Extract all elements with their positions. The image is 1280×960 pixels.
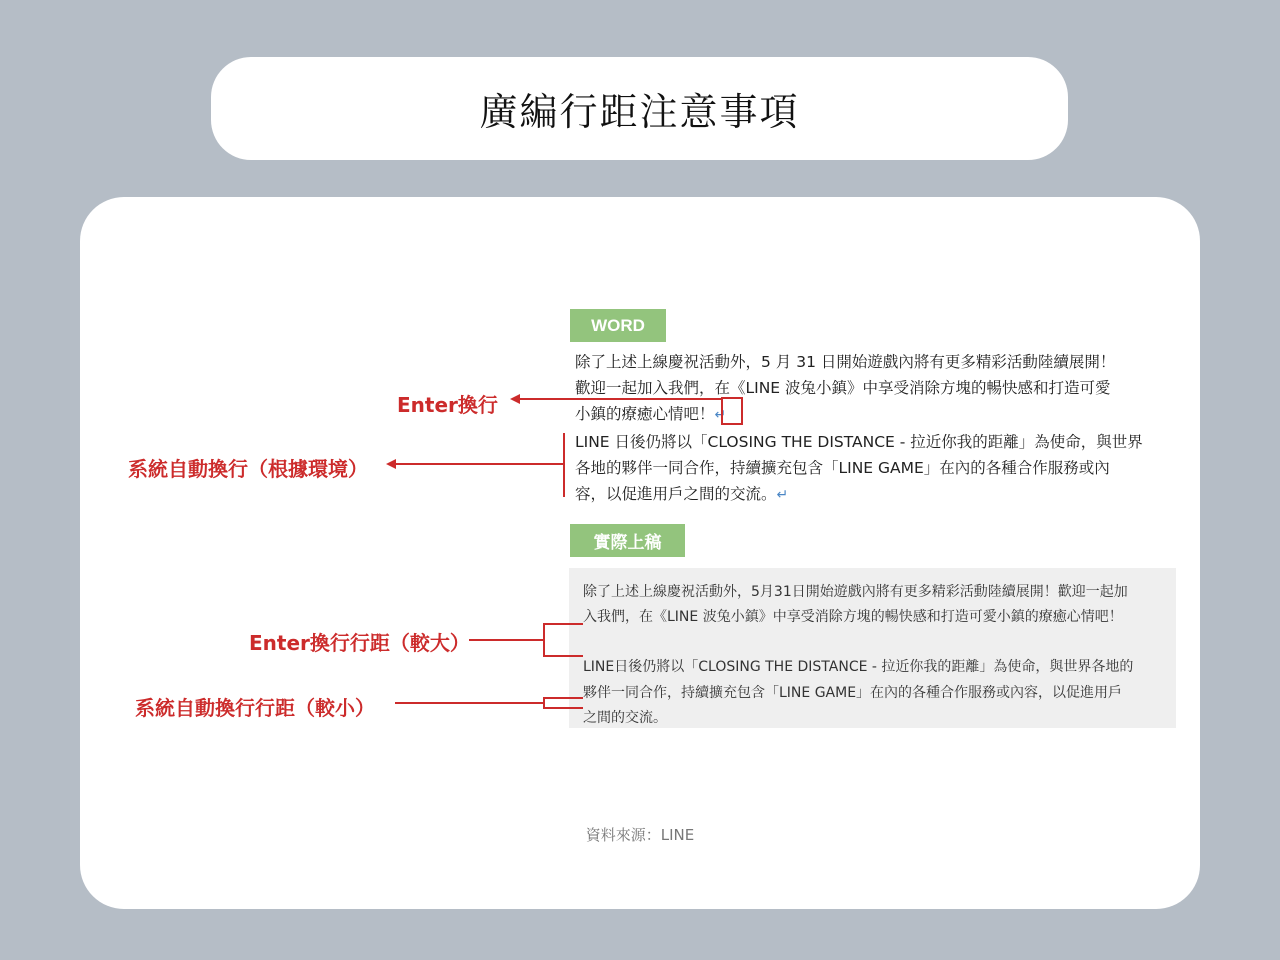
word-line-text: 容，以促進用戶之間的交流。 [575,485,777,503]
word-line [575,402,726,424]
actual-line: 夥伴一同合作，持續擴充包含「LINE GAME」在內的各種合作服務或內容，以促進用戶 [583,685,1123,701]
source-caption: 資料來源：LINE [585,826,695,844]
word-tag-label: WORD [591,315,645,335]
word-line-text: LINE 日後仍將以「CLOSING THE DISTANCE - 拉近你我的距離」為使命，與世界 [575,433,1143,451]
word-line-text: 各地的夥伴一同合作，持續擴充包含「LINE GAME」在內的各種合作服務或內 [575,459,1110,477]
label-enter-newline: Enter換行 [397,393,498,417]
return-mark-icon: ↵ [776,487,789,503]
word-tag [570,309,666,342]
word-line [575,456,1110,478]
page-title: 廣編行距注意事項 [479,90,800,134]
actual-line: 之間的交流。 [583,710,667,726]
word-line [575,376,1111,398]
word-line [575,482,788,504]
label-auto-wrap: 系統自動換行（根據環境） [128,457,368,481]
word-line-text: 歡迎一起加入我們，在《LINE 波兔小鎮》中享受消除方塊的暢快感和打造可愛 [575,379,1111,397]
return-mark-icon: ↵ [714,407,727,423]
label-auto-spacing: 系統自動換行行距（較小） [135,696,375,720]
actual-tag-label: 實際上稿 [593,533,662,552]
word-line [575,430,1143,452]
actual-line: 除了上述上線慶祝活動外，5月31日開始遊戲內將有更多精彩活動陸續展開！歡迎一起加 [583,584,1128,600]
actual-tag [570,524,685,557]
word-line-text: 除了上述上線慶祝活動外，5 月 31 日開始遊戲內將有更多精彩活動陸續展開！ [575,353,1116,371]
word-line [575,350,1115,372]
title-banner [211,57,1068,160]
word-line-text: 小鎮的療癒心情吧！ [575,405,715,423]
actual-line: 入我們，在《LINE 波兔小鎮》中享受消除方塊的暢快感和打造可愛小鎮的療癒心情吧！ [583,609,1123,625]
label-enter-spacing: Enter換行行距（較大） [249,631,470,655]
actual-line: LINE日後仍將以「CLOSING THE DISTANCE - 拉近你我的距離」為使命，與世界各地的 [583,659,1134,675]
